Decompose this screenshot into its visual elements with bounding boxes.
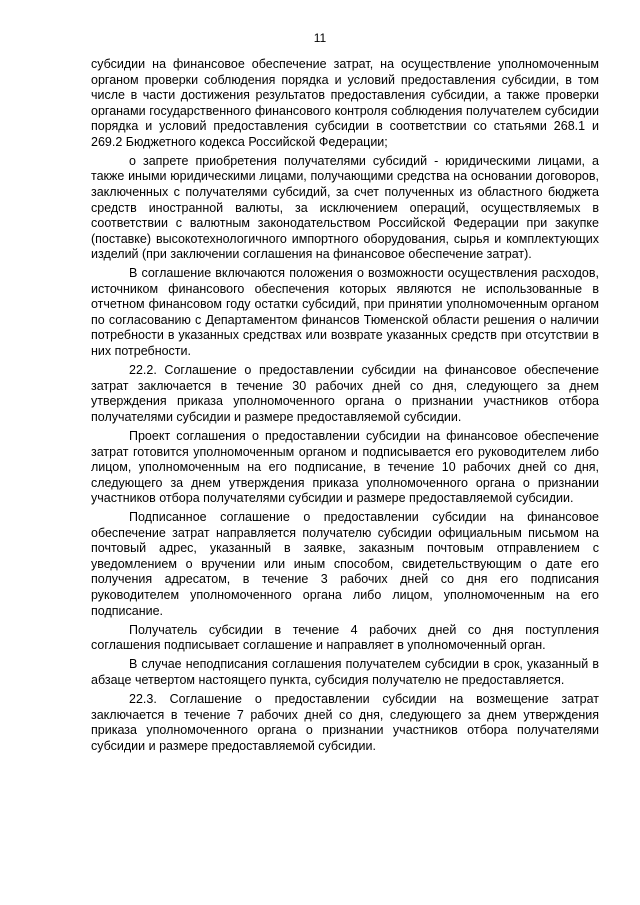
paragraph-22-3: 22.3. Соглашение о предоставлении субсидии на возмещение затрат заключается в течение 7 рабочих дней со дня, следующего за днем утверждения приказа уполномоченного органа о признании участников отбора получателями субсидии и размере предоставляемой субсидии. [91,692,599,753]
paragraph-draft-agreement: Проект соглашения о предоставлении субсидии на финансовое обеспечение затрат готовится уполномоченным органом и подписывается его руководителем либо лицом, уполномоченным на его подписание, в течение 10 рабочих дней со дня, следующего за днем утверждения приказа уполномоченного органа о признании участников отбора получателями субсидии и размере предоставляемой субсидии. [91,428,599,506]
paragraph-remaining-funds: В соглашение включаются положения о возможности осуществления расходов, источником финансового обеспечения которых являются не использованные в отчетном финансовом году остатки субсидий, при принятии уполномоченным органом по согласованию с Департаментом финансов Тюменской области решения о наличии потребности в указанных средствах или возврате указанных средств при отсутствии в них потребности. [91,266,599,359]
paragraph-recipient-signs: Получатель субсидии в течение 4 рабочих дней со дня поступления соглашения подписывает соглашение и направляет в уполномоченный орган. [91,622,599,653]
paragraph-22-2: 22.2. Соглашение о предоставлении субсидии на финансовое обеспечение затрат заключается в течение 30 рабочих дней со дня, следующего за днем утверждения приказа уполномоченного органа о признании участников отбора получателями субсидии и размере предоставляемой субсидии. [91,363,599,424]
paragraph-continuation: субсидии на финансовое обеспечение затрат, на осуществление уполномоченным органом проверки соблюдения порядка и условий предоставления субсидии, в том числе в части достижения результатов предоставления субсидии, а также проверки органами государственного финансового контроля соблюдения получателем субсидии порядка и условий предоставления субсидии в соответствии со статьями 268.1 и 269.2 Бюджетного кодекса Российской Федерации; [91,57,599,149]
paragraph-currency-prohibition: о запрете приобретения получателями субсидий - юридическими лицами, а также иными юридическими лицами, получающими средства на основании договоров, заключенных с получателями субсидий, за счет полученных из областного бюджета средств иностранной валюты, за исключением операций, осуществляемых в соответствии с валютным законодательством Российской Федерации при закупке (поставке) высокотехнологичного импортного оборудования, сырья и комплектующих изделий (при заключении соглашения на финансовое обеспечение затрат). [91,153,599,262]
paragraph-not-signed: В случае неподписания соглашения получателем субсидии в срок, указанный в абзаце четвертом настоящего пункта, субсидия получателю не предоставляется. [91,657,599,687]
paragraph-signed-agreement: Подписанное соглашение о предоставлении субсидии на финансовое обеспечение затрат направляется получателю субсидии официальным письмом на почтовый адрес, указанный в заявке, заказным почтовым отправлением с уведомлением о вручении или иным способом, свидетельствующим о дате его получения адресатом, в течение 3 рабочих дней со дня его подписания руководителем уполномоченного органа либо лицом, уполномоченным на его подписание. [91,510,599,618]
document-body [91,57,599,758]
page-number: 11 [313,31,327,45]
